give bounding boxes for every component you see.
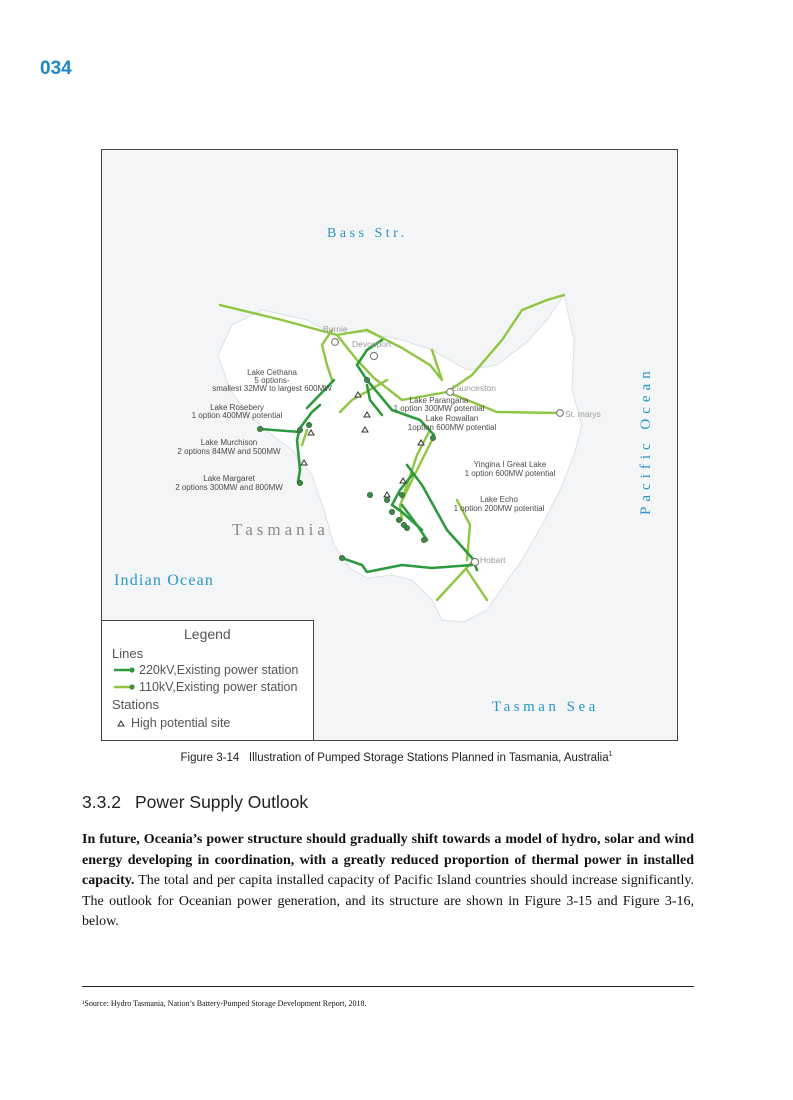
label-pacific-ocean: Pacific Ocean — [638, 366, 654, 515]
line-220kv-icon — [114, 666, 136, 674]
svg-text:Lake Parangana: Lake Parangana — [409, 396, 469, 405]
legend-stations-heading: Stations — [112, 697, 159, 712]
town-devonport: Devonport — [352, 339, 392, 349]
legend-high-potential-site: High potential site — [114, 716, 230, 730]
svg-text:Lake Margaret: Lake Margaret — [203, 474, 255, 483]
footnote-divider — [82, 986, 694, 987]
legend-220kv: 220kV,Existing power station — [114, 663, 298, 677]
svg-text:2 options 300MW and 800MW: 2 options 300MW and 800MW — [175, 483, 283, 492]
town-launceston: Launceston — [452, 383, 496, 393]
body-bold-lead: In future, Oceania’s power structure should gradually shift towards a model of hydro, solar and wind energy developing in coordination, with a greatly reduced proportion of thermal power in installed capacity. — [82, 832, 694, 888]
section-title: Power Supply Outlook — [134, 792, 309, 812]
map-legend — [102, 620, 314, 741]
svg-text:Lake Rosebery: Lake Rosebery — [210, 403, 264, 412]
tasmania-landmass — [218, 295, 582, 622]
town-hobart: Hobart — [480, 555, 506, 565]
svg-text:Lake Cethana: Lake Cethana — [247, 368, 297, 377]
svg-text:1 option 600MW potential: 1 option 600MW potential — [464, 469, 556, 478]
label-indian-ocean: Indian Ocean — [114, 572, 215, 589]
legend-lines-heading: Lines — [112, 646, 144, 661]
svg-text:2 options 84MW and 500MW: 2 options 84MW and 500MW — [177, 447, 281, 456]
section-number: 3.3.2 — [82, 792, 121, 812]
section-heading — [82, 792, 308, 813]
svg-text:5 options-: 5 options- — [254, 376, 290, 385]
town-st-marys: St. marys — [565, 409, 601, 419]
figure-caption — [0, 751, 793, 764]
caption-text: Illustration of Pumped Storage Stations Planned in Tasmania, Australia — [248, 751, 609, 764]
svg-text:1 option 200MW potential: 1 option 200MW potential — [453, 504, 545, 513]
site-lake-murchison — [177, 438, 281, 456]
svg-text:smallest 32MW to largest 600MW: smallest 32MW to largest 600MW — [212, 384, 332, 393]
legend-title: Legend — [184, 626, 231, 642]
line-110kv-icon — [114, 683, 136, 691]
label-tasman-sea: Tasman Sea — [492, 699, 599, 715]
map-figure — [101, 149, 678, 741]
site-lake-margaret — [175, 474, 283, 492]
caption-footnote-ref: 1 — [608, 751, 613, 758]
caption-label: Figure 3-14 — [180, 751, 240, 764]
footnote: ¹Source: Hydro Tasmania, Nation’s Battery-Pumped Storage Development Report, 2018. — [82, 999, 367, 1008]
body-rest: The total and per capita installed capacity of Pacific Island countries should increase significantly. The outlook for Oceanian power generation, and its structure are shown in Figure 3-15 and Figure 3-16, below. — [82, 873, 694, 929]
body-paragraph — [82, 830, 694, 933]
svg-text:1 option 400MW potential: 1 option 400MW potential — [191, 411, 283, 420]
svg-text:Yingina I Great Lake: Yingina I Great Lake — [473, 460, 547, 469]
svg-text:Lake Echo: Lake Echo — [480, 495, 518, 504]
page-number: 034 — [40, 58, 72, 79]
svg-text:1 option 300MW potential: 1 option 300MW potential — [393, 404, 485, 413]
label-bass-strait: Bass Str. — [327, 226, 408, 241]
label-tasmania: Tasmania — [232, 520, 329, 539]
svg-text:Lake Rowallan: Lake Rowallan — [425, 414, 479, 423]
triangle-site-icon — [114, 718, 128, 728]
legend-110kv: 110kV,Existing power station — [114, 680, 297, 694]
site-yingina-great-lake — [465, 460, 556, 478]
svg-text:Lake Murchison: Lake Murchison — [200, 438, 258, 447]
town-burnie: Burnie — [323, 324, 348, 334]
svg-text:1option 600MW potential: 1option 600MW potential — [407, 423, 497, 432]
